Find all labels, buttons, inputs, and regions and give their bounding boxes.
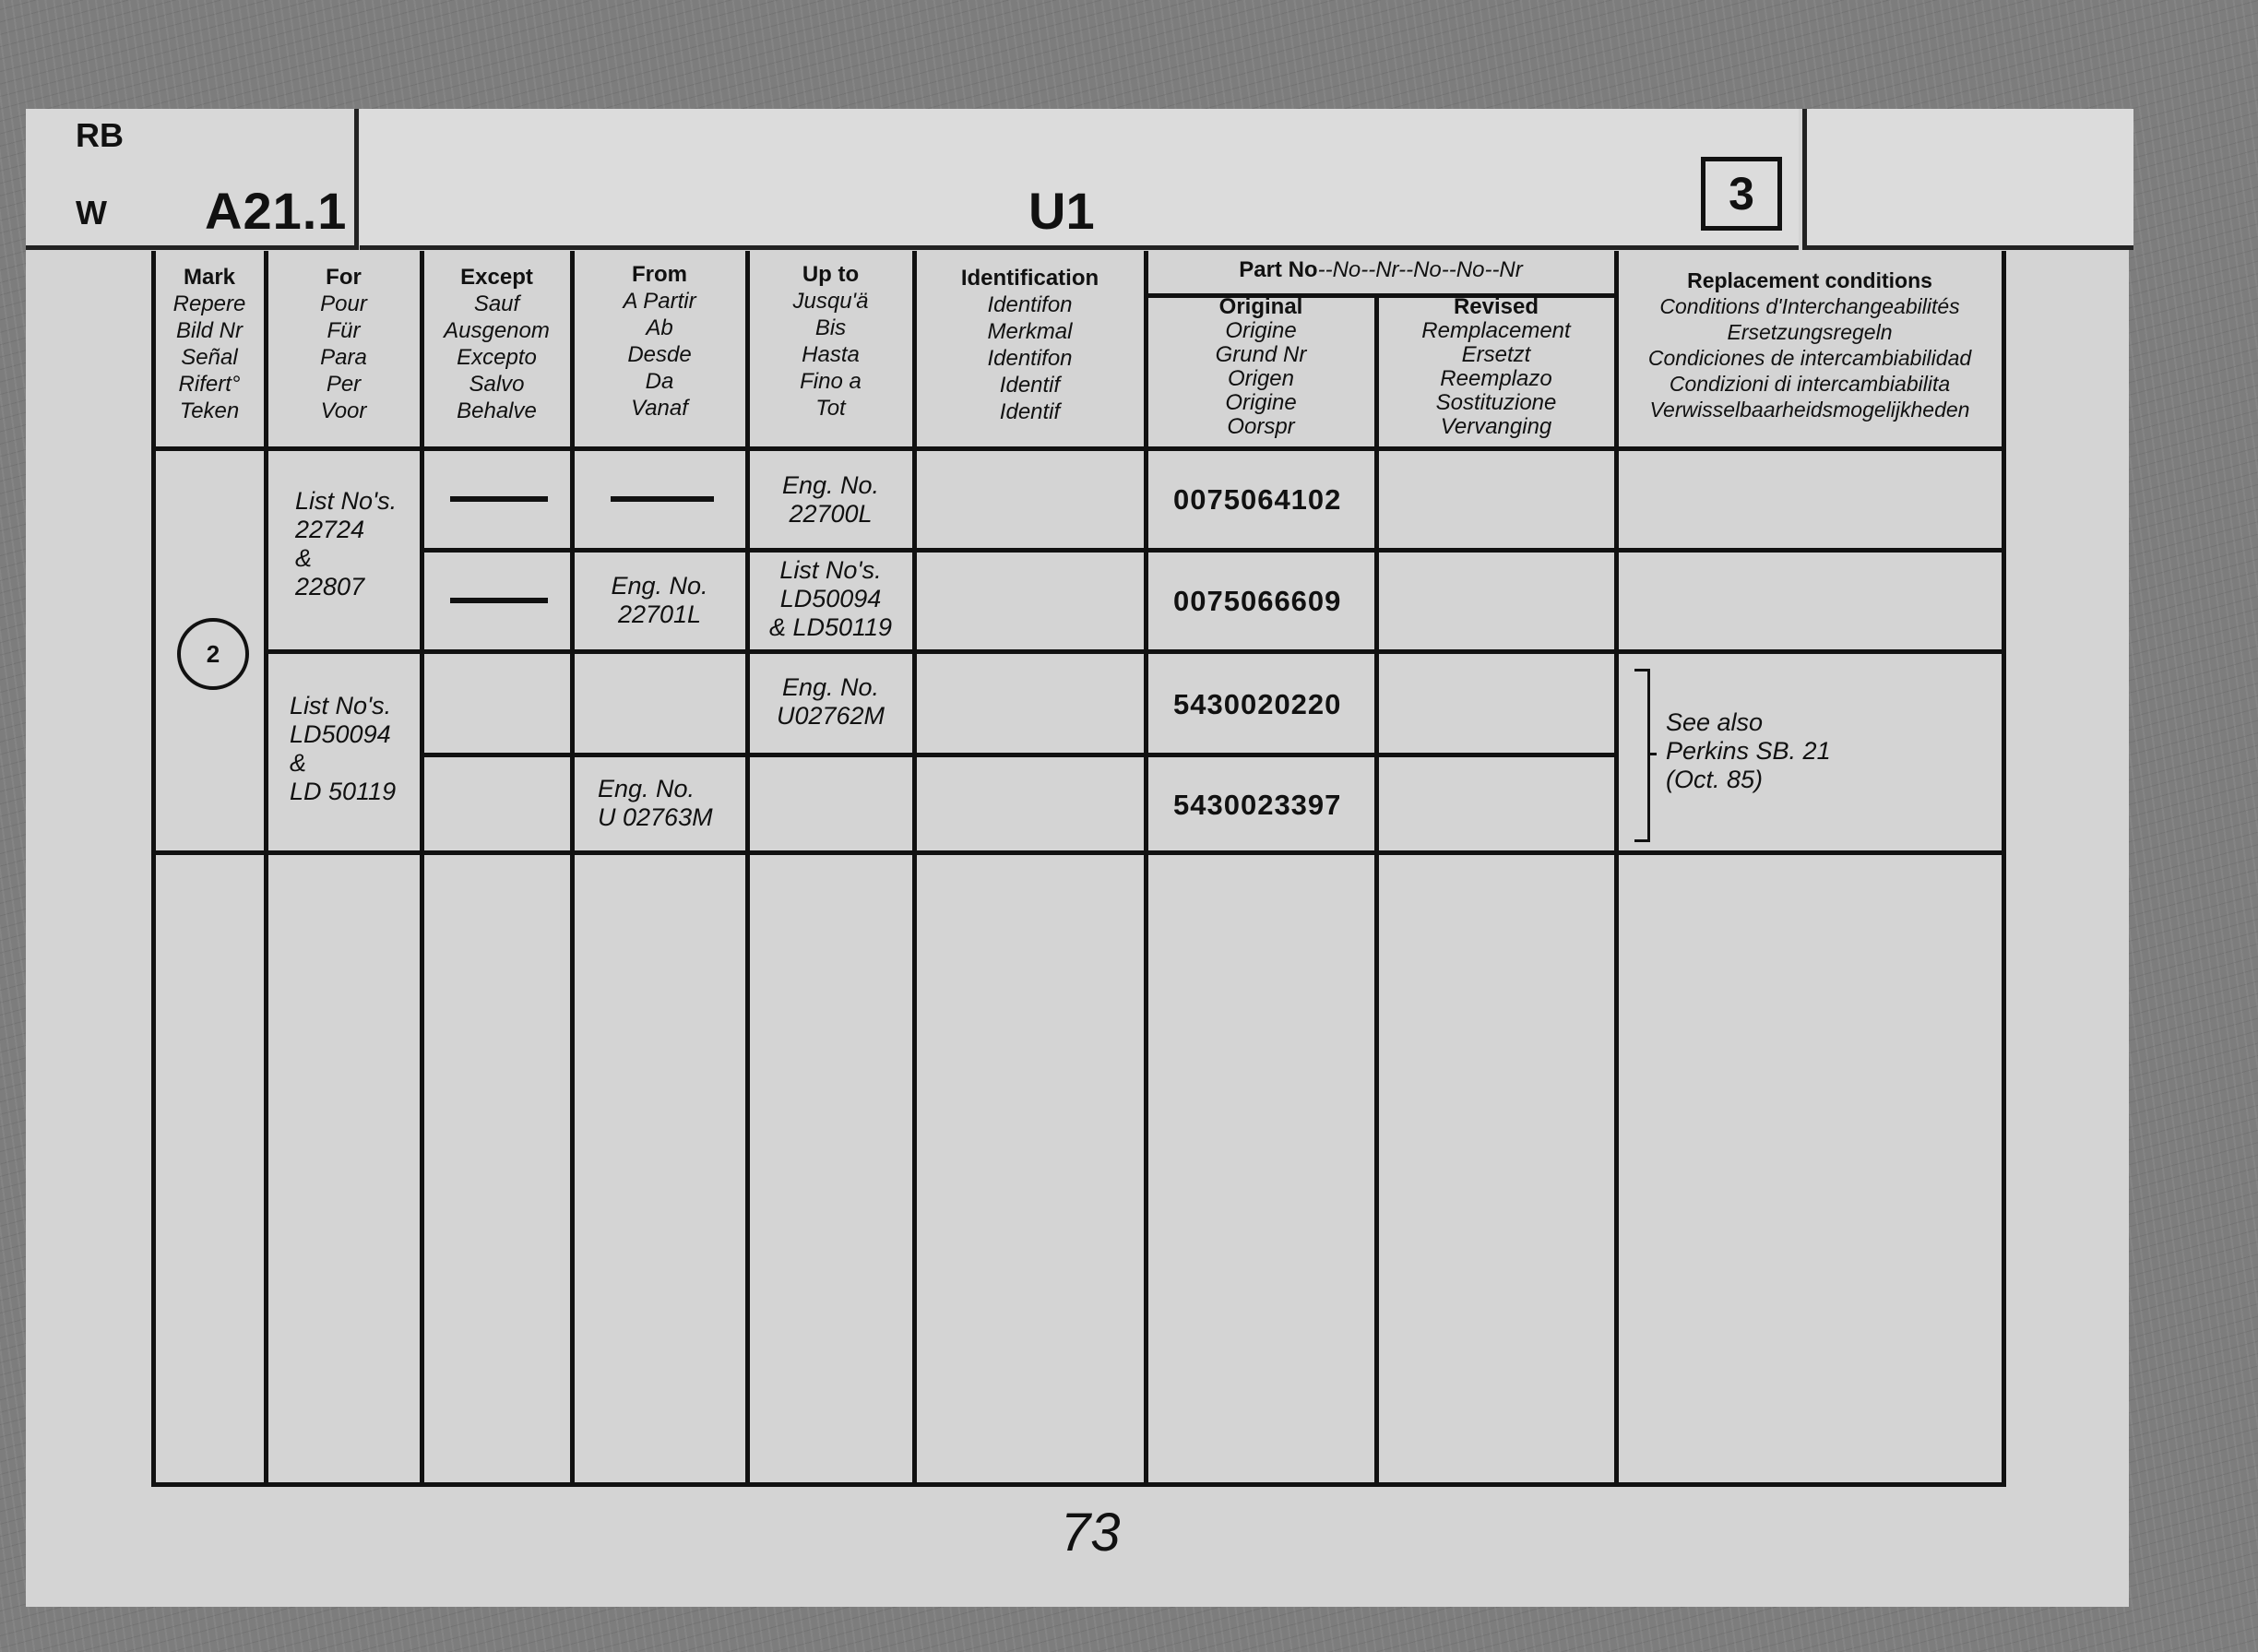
r3-part-number: 5430020220 (1173, 688, 1342, 720)
cell-line: U02762M (776, 702, 885, 730)
col-sub: Sostituzione (1435, 390, 1557, 415)
grid-line (420, 548, 2006, 553)
cell-line: List No's. (295, 487, 398, 515)
col-header-upto (749, 261, 912, 422)
col-sub: Für (327, 318, 361, 343)
col-header-original (1147, 295, 1374, 439)
grid-line (264, 251, 268, 1487)
cell-line: See also (1666, 708, 1764, 736)
col-sub: Verwisselbaarheidsmogelijkheden (1649, 398, 1970, 422)
col-sub: Ab (646, 315, 673, 340)
cell-line: 22700L (789, 500, 873, 528)
grid-line (264, 649, 2006, 654)
col-title: For (326, 265, 362, 290)
section-ref: A21.1 (205, 182, 348, 240)
grid-line (151, 850, 2006, 855)
empty-dash (611, 496, 714, 502)
col-sub: Merkmal (987, 319, 1073, 344)
col-sub: Conditions d'Interchangeabilités (1659, 294, 1960, 318)
grid-line (2002, 251, 2006, 1487)
col-sub: Oorspr (1227, 414, 1295, 439)
r1-upto (749, 471, 912, 529)
grid-line (912, 251, 917, 1487)
empty-dash (450, 496, 548, 502)
col-sub: Rifert° (178, 372, 241, 397)
section-code: U1 (1028, 182, 1095, 240)
r1-part-number: 0075064102 (1173, 483, 1342, 516)
col-sub: Identif (999, 399, 1061, 424)
note-bracket-tick (1647, 753, 1657, 755)
col-sub: Ausgenom (444, 318, 550, 343)
cell-line: Eng. No. (781, 471, 880, 499)
group1-for (295, 487, 397, 601)
cell-line: LD50094 (779, 585, 882, 612)
col-sub: Identif (999, 373, 1061, 398)
cell-line: Perkins SB. 21 (1666, 737, 1831, 765)
col-sub: Tot (815, 396, 846, 421)
col-sub: Condiciones de intercambiabilidad (1647, 346, 1972, 370)
note-bracket (1634, 669, 1650, 842)
col-sub: Grund Nr (1215, 342, 1307, 367)
col-sub: Remplacement (1421, 318, 1571, 343)
col-sub: Origine (1225, 318, 1297, 343)
cell-line: Eng. No. (611, 572, 708, 600)
grid-line (151, 1482, 2006, 1487)
grid-line (420, 251, 424, 1487)
col-sub: Reemplazo (1440, 366, 1552, 391)
cell-line: 22701L (617, 600, 702, 628)
col-sub: Fino a (800, 369, 862, 394)
col-header-revised (1378, 295, 1614, 439)
cell-line: LD50094 (290, 720, 391, 748)
col-title: Part No (1239, 257, 1318, 282)
col-sub: A Partir (623, 289, 696, 314)
mark-circle: 2 (177, 618, 249, 690)
cell-line: U 02763M (598, 803, 713, 831)
cell-line: & (290, 749, 307, 777)
col-sub: Bild Nr (175, 318, 243, 343)
col-sub: Pour (320, 291, 367, 316)
grid-line (151, 446, 2006, 451)
col-sub: Identifon (987, 292, 1073, 317)
r2-upto (749, 556, 912, 642)
col-header-identification (916, 265, 1144, 425)
cell-line: 22724 (295, 516, 365, 543)
col-sub: Per (326, 372, 362, 397)
r3-upto (749, 673, 912, 731)
r2-part-number: 0075066609 (1173, 585, 1342, 617)
col-header-mark (155, 264, 264, 424)
header-w: W (76, 194, 107, 232)
cell-line: (Oct. 85) (1666, 766, 1764, 793)
col-sub: Origen (1227, 366, 1295, 391)
page-number: 73 (1061, 1503, 1121, 1563)
col-title: Identification (960, 266, 1099, 291)
col-title: Revised (1453, 294, 1539, 319)
col-sub: Ersetzungsregeln (1727, 320, 1893, 344)
col-sub: Vervanging (1440, 414, 1552, 439)
col-title-rest: --No--Nr--No--No--Nr (1317, 257, 1523, 282)
col-sub: Vanaf (631, 396, 688, 421)
group2-for (290, 692, 396, 806)
r4-from (598, 775, 713, 832)
cell-line: & (295, 544, 313, 572)
cell-line: List No's. (779, 556, 882, 584)
col-sub: Da (645, 369, 674, 394)
cell-line: 22807 (295, 573, 365, 600)
col-sub: Jusqu'ä (792, 289, 869, 314)
col-sub: Desde (627, 342, 692, 367)
col-sub: Behalve (457, 398, 537, 423)
cell-line: Eng. No. (781, 673, 880, 701)
col-sub: Para (320, 345, 367, 370)
col-sub: Señal (181, 345, 238, 370)
col-header-except (423, 264, 570, 424)
grid-line (570, 251, 575, 1487)
col-sub: Identifon (987, 346, 1073, 371)
empty-dash (450, 598, 548, 603)
col-header-partno (1147, 256, 1614, 283)
col-sub: Excepto (457, 345, 537, 370)
grid-line (420, 753, 1614, 757)
col-header-from (574, 261, 745, 422)
col-sub: Bis (814, 315, 847, 340)
replacement-note (1666, 708, 1831, 794)
col-sub: Origine (1225, 390, 1297, 415)
col-header-for (267, 264, 420, 424)
cell-line: & LD50119 (768, 613, 893, 641)
col-sub: Repere (172, 291, 246, 316)
col-sub: Teken (179, 398, 240, 423)
page-box-number: 3 (1701, 157, 1782, 231)
header-rb: RB (76, 116, 124, 154)
col-sub: Hasta (802, 342, 860, 367)
col-sub: Voor (320, 398, 367, 423)
grid-line (745, 251, 750, 1487)
cell-line: List No's. (290, 692, 392, 719)
cell-line: Eng. No. (598, 775, 695, 802)
col-title: From (632, 262, 687, 287)
col-title: Up to (802, 262, 860, 287)
grid-line (1614, 251, 1619, 1487)
col-title: Mark (183, 265, 236, 290)
col-sub: Condizioni di intercambiabilita (1669, 372, 1951, 396)
col-sub: Sauf (473, 291, 520, 316)
col-title: Replacement conditions (1687, 268, 1932, 292)
r2-from (574, 572, 745, 629)
r4-part-number: 5430023397 (1173, 789, 1342, 821)
col-title: Original (1218, 294, 1303, 319)
grid-line (151, 251, 156, 1487)
col-header-replacement (1618, 267, 2002, 422)
col-sub: Salvo (469, 372, 525, 397)
cell-line: LD 50119 (290, 778, 397, 805)
col-sub: Ersetzt (1461, 342, 1531, 367)
col-title: Except (460, 265, 533, 290)
grid-line (1374, 297, 1379, 1487)
